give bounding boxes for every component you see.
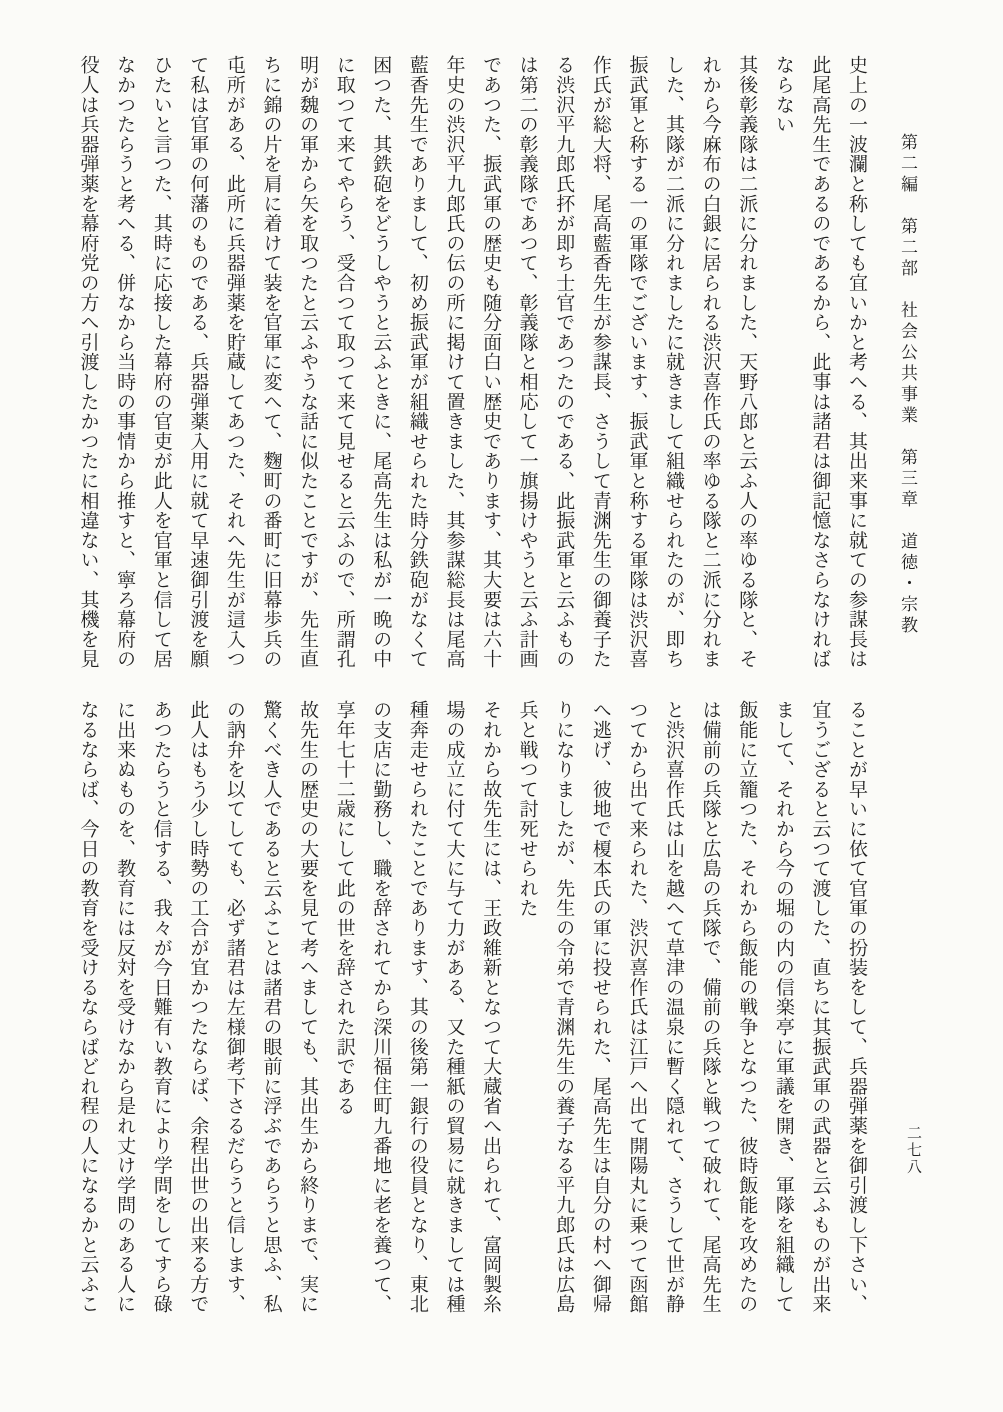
text-column: 困つた、其鉄砲をどうしやうと云ふときに、尾高先生は私が一晩の中 — [370, 55, 393, 669]
text-column: れから今麻布の白銀に居られる渋沢喜作氏の率ゆる隊と二派に分れま — [699, 55, 722, 669]
text-column: 作氏が総大将、尾高藍香先生が参謀長、さうして青渊先生の御養子た — [589, 55, 612, 669]
text-column: ちに錦の片を肩に着けて装を官軍に変へて、麴町の番町に旧幕歩兵の — [260, 55, 283, 669]
text-column: した、其隊が二派に分れましたに就きまして組織せられたのが、即ち — [663, 55, 686, 669]
text-column: 兵と戦つて討死せられた — [516, 700, 539, 918]
text-column: 役人は兵器弾薬を幕府党の方へ引渡したかつたに相違ない、其機を見 — [77, 55, 100, 669]
text-column: ひたいと言つた、其時に応接した幕府の官吏が此人を官軍と信して居 — [150, 55, 173, 669]
text-column: の訥弁を以てしても、必ず諸君は左様御考下さるだらうと信します、 — [223, 700, 246, 1314]
text-column: 史上の一波瀾と称しても宜いかと考へる、其出来事に就ての参謀長は — [846, 55, 868, 669]
text-column: 明が魏の軍から矢を取つたと云ふやうな話に似たことですが、先生直 — [297, 55, 320, 669]
bottom-text-block — [70, 700, 875, 1325]
text-column: 故先生の歴史の大要を見て考へましても、其出生から終りまで、実に — [297, 700, 320, 1314]
text-column: まして、それから今の堀の内の信楽亭に軍議を開き、軍隊を組織して — [772, 700, 795, 1314]
text-column: 此尾高先生であるのであるから、此事は諸君は御記憶なさらなければ — [809, 55, 832, 669]
text-column: る渋沢平九郎氏抔が即ち士官であつたのである、此振武軍と云ふもの — [553, 55, 576, 669]
text-column: の支店に勤務し、職を辞されてから深川福住町九番地に老を養つて、 — [370, 700, 393, 1314]
running-head: 第二編 第二部 社会公共事業 第三章 道徳・宗教 — [897, 133, 917, 637]
text-column: 飯能に立籠つた、それから飯能の戦争となつた、彼時飯能を攻めたの — [736, 700, 759, 1314]
text-column: 藍香先生でありまして、初め振武軍が組織せられた時分鉄砲がなくて — [406, 55, 429, 669]
text-column: に取つて来てやらう、受合つて取つて来て見せると云ふので、所謂孔 — [333, 55, 356, 669]
text-column: は第二の彰義隊であつて、彰義隊と相応して一旗揚けやうと云ふ計画 — [516, 55, 539, 669]
text-column: なかつたらうと考へる、併なから当時の事情から推すと、寧ろ幕府の — [114, 55, 137, 669]
text-column: 宜うござると云つて渡した、直ちに其振武軍の武器と云ふものが出来 — [809, 700, 832, 1314]
text-column: と渋沢喜作氏は山を越へて草津の温泉に暫く隠れて、さうして世が静 — [663, 700, 686, 1314]
text-column: あつたらうと信する、我々が今日難有い教育により学問をしてすら碌 — [150, 700, 173, 1314]
page-number: 二七八 — [905, 1125, 923, 1176]
text-column: 屯所がある、此所に兵器弾薬を貯蔵してあつた、それへ先生が這入つ — [223, 55, 246, 669]
text-column: に出来ぬものを、教育には反対を受けなから是れ丈け学問のある人に — [114, 700, 137, 1314]
text-column: 場の成立に付て大に与て力がある、又た種紙の貿易に就きましては種 — [443, 700, 466, 1314]
text-column: 年史の渋沢平九郎氏の伝の所に掲けて置きました、其参謀総長は尾高 — [443, 55, 466, 669]
text-column: 振武軍と称する一の軍隊でございます、振武軍と称する軍隊は渋沢喜 — [626, 55, 649, 669]
text-column: 驚くべき人であると云ふことは諸君の眼前に浮ぶであらうと思ふ、私 — [260, 700, 283, 1314]
text-column: 種奔走せられたことであります、其の後第一銀行の役員となり、東北 — [406, 700, 429, 1314]
text-column: なるならば、今日の教育を受けるならばどれ程の人になるかと云ふこ — [77, 700, 100, 1314]
text-column: 享年七十二歳にして此の世を辞された訳である — [333, 700, 356, 1116]
text-column: それから故先生には、王政維新となつて大蔵省へ出られて、富岡製糸 — [480, 700, 503, 1314]
text-column: へ逃げ、彼地で榎本氏の軍に投せられた、尾高先生は自分の村へ御帰 — [589, 700, 612, 1314]
text-column: 此人はもう少し時勢の工合が宜かつたならば、余程出世の出来る方で — [187, 700, 210, 1314]
text-column: 其後彰義隊は二派に分れました、天野八郎と云ふ人の率ゆる隊と、そ — [736, 55, 759, 669]
text-column: であつた、振武軍の歴史も随分面白い歴史であります、其大要は六十 — [480, 55, 503, 669]
top-text-block — [70, 55, 875, 680]
text-column: て私は官軍の何藩のものである、兵器弾薬入用に就て早速御引渡を願 — [187, 55, 210, 669]
text-column: ることが早いに依て官軍の扮装をして、兵器弾薬を御引渡し下さい、 — [846, 700, 868, 1314]
text-column: つてから出て来られた、渋沢喜作氏は江戸へ出て開陽丸に乗つて函館 — [626, 700, 649, 1314]
text-column: ならない — [772, 55, 795, 135]
text-column: りになりましたが、先生の令弟で青渊先生の養子なる平九郎氏は広島 — [553, 700, 576, 1314]
text-column: は備前の兵隊と広島の兵隊で、備前の兵隊と戦つて破れて、尾高先生 — [699, 700, 722, 1314]
